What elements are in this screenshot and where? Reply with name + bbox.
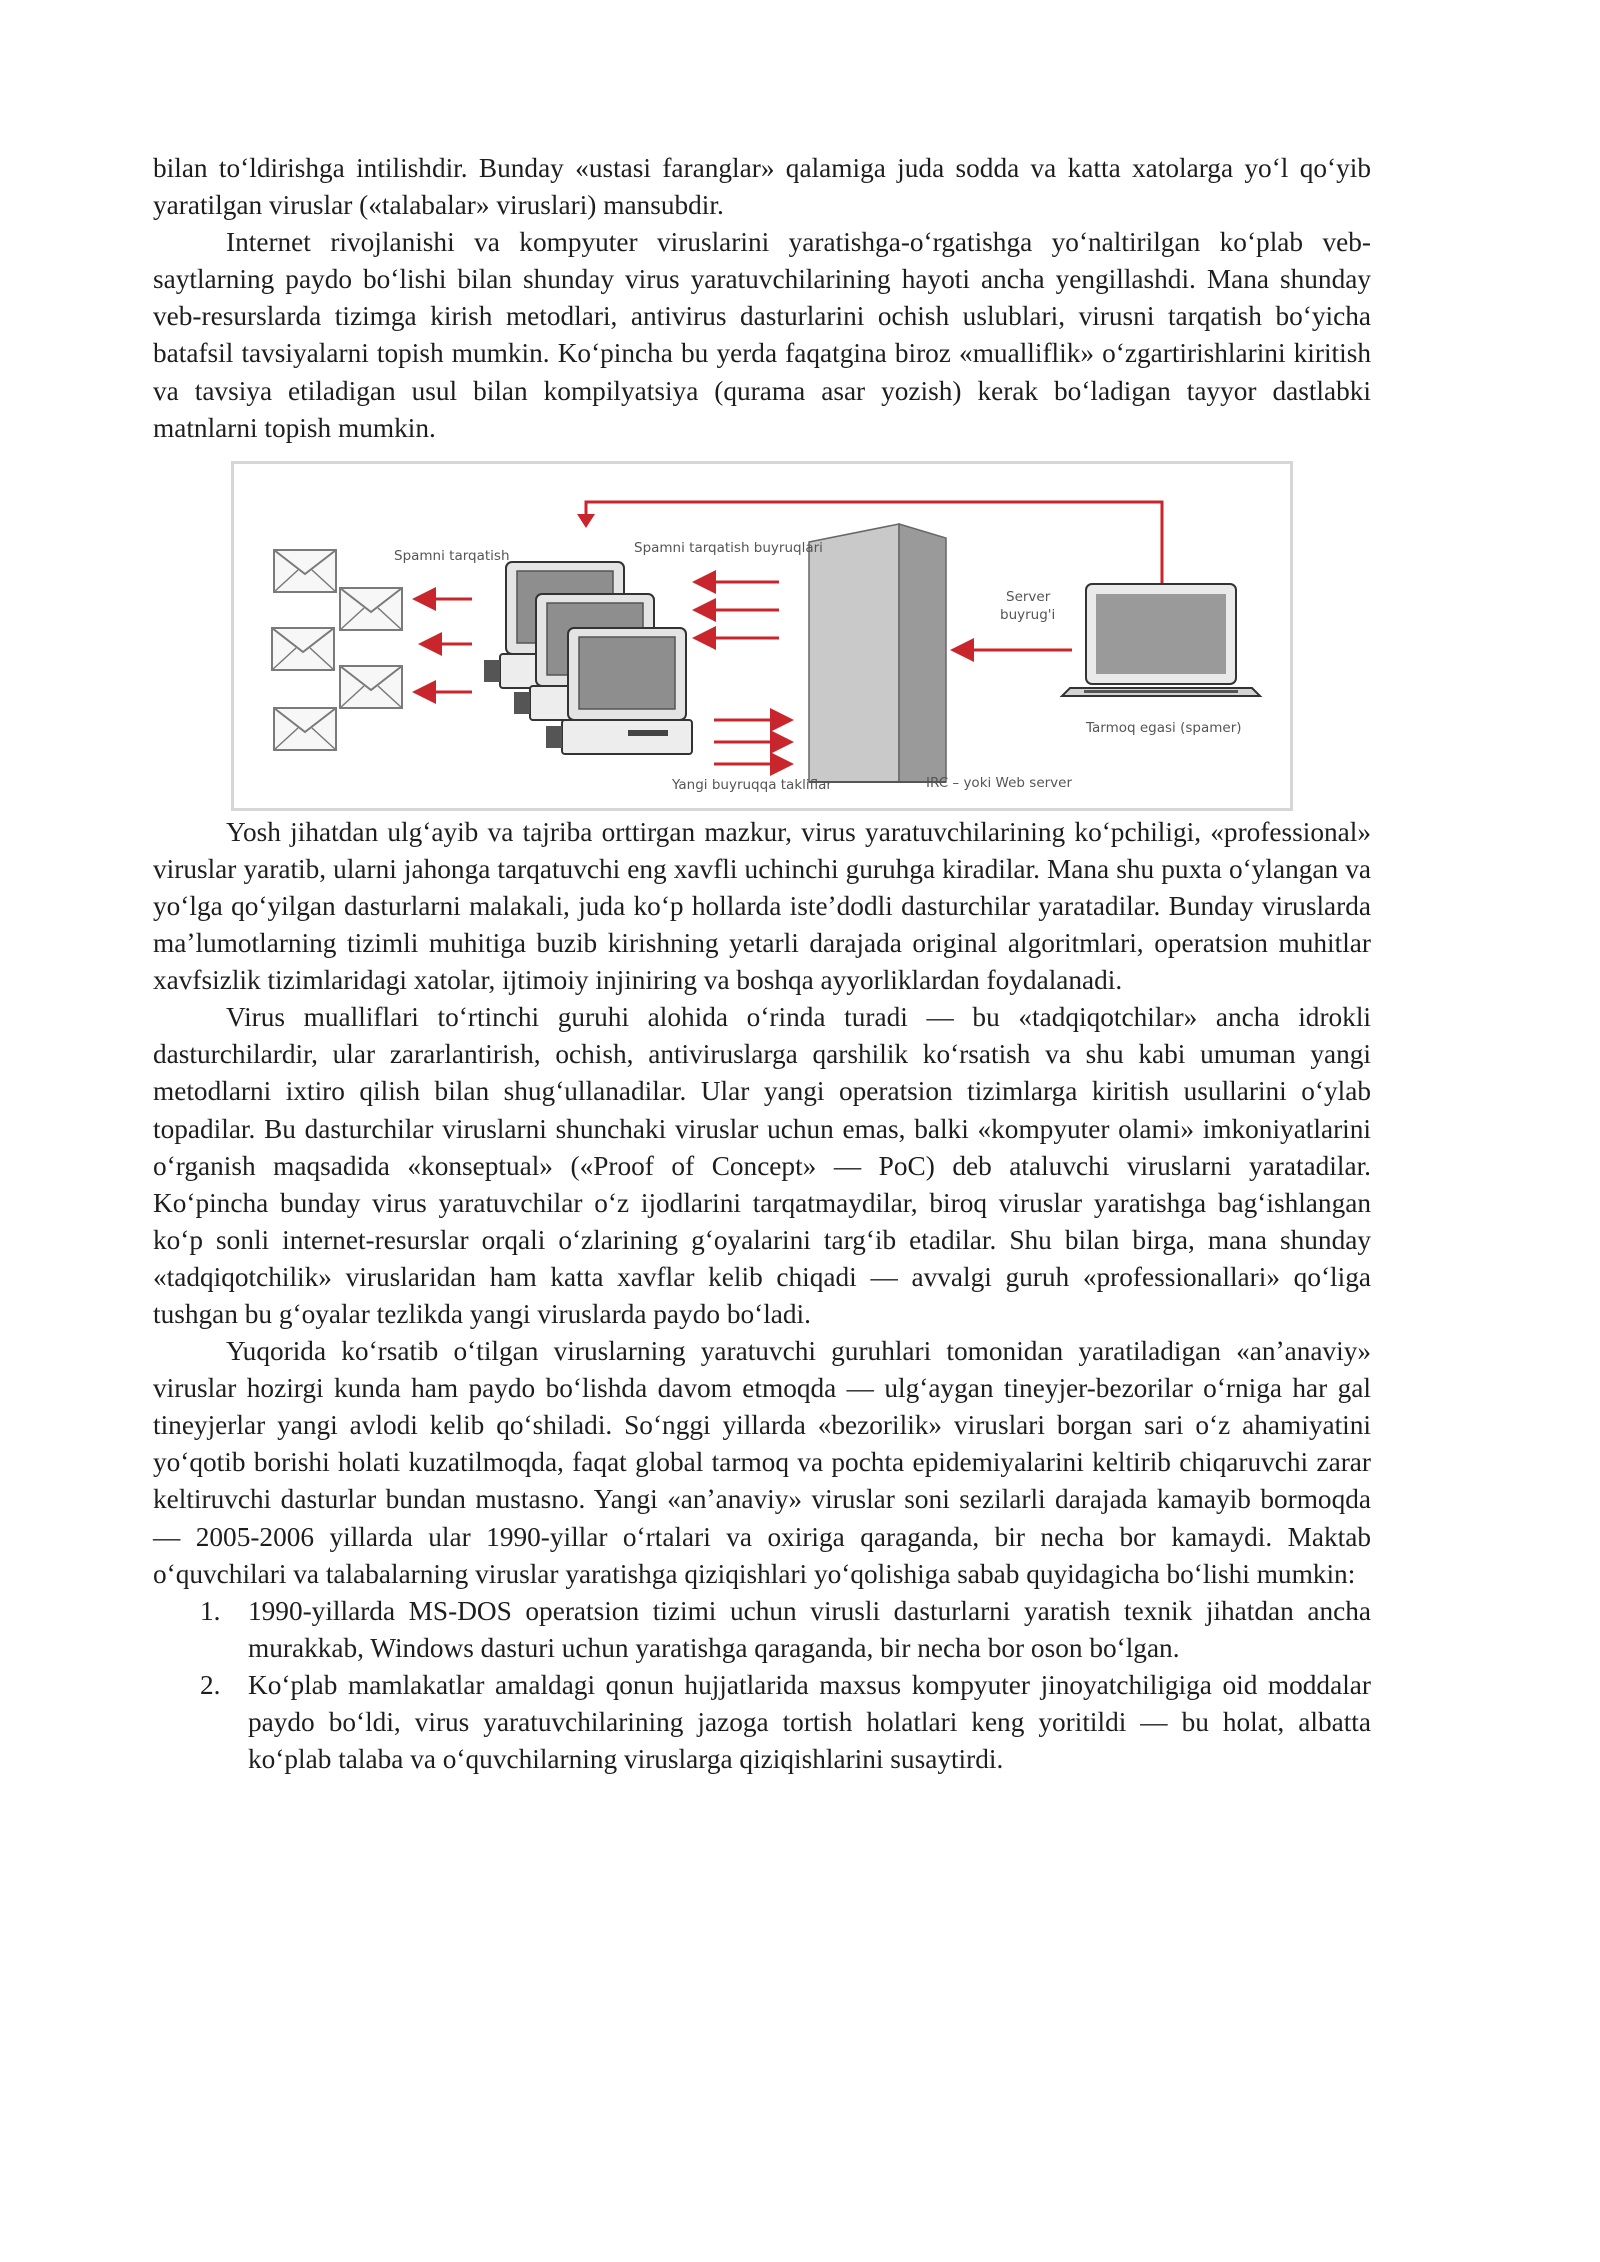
- irc-server-icon: [809, 524, 946, 782]
- list-item-text: 1990-yillarda MS-DOS operatsion tizimi uchun virusli dasturlarni yaratish texnik jihatdan ancha murakkab, Windows dasturi uchun yaratishga qaraganda, bir necha bor oson boʻlgan.: [248, 1595, 1371, 1663]
- paragraph: Internet rivojlanishi va kompyuter viruslarini yaratishga-oʻrgatishga yoʻnaltirilgan koʻplab veb-saytlarning paydo boʻlishi bilan shunday virus yaratuvchilarining hayoti ancha yengillashdi. Mana shunday veb-resurslarda tizimga kirish metodlari, antivirus dasturlarini ochish uslublari, virusni tarqatish boʻyicha batafsil tavsiyalarni topish mumkin. Koʻpincha bu yerda faqatgina biroz «mualliflik» oʻzgartirishlarini kiritish va tavsiya etiladigan usul bilan kompilyatsiya (qurama asar yozish) kerak boʻladigan tayyor dastlabki matnlarni topish mumkin.: [153, 227, 1371, 443]
- label-server-command-1: Server: [1006, 588, 1051, 605]
- label-spam-commands: Spamni tarqatish buyruqlari: [634, 539, 823, 556]
- list-number: 1.: [200, 1595, 221, 1626]
- label-new-command: Yangi buyruqqa takliflar: [672, 776, 832, 793]
- label-irc-server: IRC – yoki Web server: [926, 774, 1073, 791]
- request-arrows: [714, 720, 782, 764]
- document-page: [153, 150, 1371, 1778]
- list-number: 2.: [200, 1669, 221, 1700]
- zombie-computer-icon: [546, 628, 692, 754]
- envelope-icon: [274, 708, 336, 750]
- laptop-icon: [1062, 584, 1260, 696]
- command-arrows: [704, 582, 779, 638]
- paragraph: Virus mualliflari toʻrtinchi guruhi alohida oʻrinda turadi — bu «tadqiqotchilar» ancha idrokli dasturchilardir, ular zararlantirish, ochish, antiviruslarga qarshilik koʻrsatish va shu kabi umuman yangi metodlarni ixtiro qilish bilan shugʻullanadilar. Ular yangi operatsion tizimlarga kiritish usullarini oʻylab topadilar. Bu dasturchilar viruslarni shunchaki viruslar uchun emas, balki «kompyuter olami» imkoniyatlarini oʻrganish maqsadida «konseptual» («Proof of Concept» — PoC) deb ataluvchi viruslarni yaratadilar. Koʻpincha bunday virus yaratuvchilar oʻz ijodlarini tarqatmaydilar, biroq viruslar yaratishga bagʻishlangan koʻp sonli internet-resurslar orqali oʻzlarining gʻoyalarini targʻib etadilar. Shu bilan birga, mana shunday «tadqiqotchilik» viruslaridan ham katta xavflar kelib chiqadi — avvalgi guruh «professionallari» qoʻliga tushgan bu gʻoyalar tezlikda yangi viruslarda paydo boʻladi.: [153, 1002, 1371, 1329]
- label-spam: Spamni tarqatish: [394, 547, 510, 564]
- list-item: [153, 1593, 1371, 1667]
- spam-arrows: [424, 599, 472, 692]
- envelope-icon: [272, 628, 334, 670]
- list-item: [153, 1667, 1371, 1778]
- paragraph: Yuqorida koʻrsatib oʻtilgan viruslarning yaratuvchi guruhlari tomonidan yaratiladigan «anʼanaviy» viruslar hozirgi kunda ham paydo boʻlishda davom etmoqda — ulgʻaygan tineyjer-bezorilar oʻrniga har gal tineyjerlar yangi avlodi kelib qoʻshiladi. Soʻnggi yillarda «bezorilik» viruslari borgan sari oʻz ahamiyatini yoʻqotib borishi holati kuzatilmoqda, faqat global tarmoq va pochta epidemiyalarini keltirib chiqaruvchi zarar keltiruvchi dasturlar bundan mustasno. Yangi «anʼanaviy» viruslar soni sezilarli darajada kamayib bormoqda — 2005-2006 yillarda ular 1990-yillar oʻrtalari va oxiriga qaraganda, bir necha bor kamaydi. Maktab oʻquvchilari va talabalarning viruslar yaratishga qiziqishlari yoʻqolishiga sabab quyidagicha boʻlishi mumkin:: [153, 1336, 1371, 1589]
- numbered-list: [153, 1593, 1371, 1778]
- label-server-command-2: buyrug'i: [1000, 606, 1056, 623]
- paragraph: Yosh jihatdan ulgʻayib va tajriba orttirgan mazkur, virus yaratuvchilarining koʻpchiligi, «professional» viruslar yaratib, ularni jahonga tarqatuvchi eng xavfli uchinchi guruhga kiradilar. Mana shu puxta oʻylangan va yoʻlga qoʻyilgan dasturlarni malakali, juda koʻp hollarda isteʼdodli dasturchilar yaratadilar. Bunday viruslarda maʼlumotlarning tizimli muhitiga buzib kirishning yetarli darajada original algoritmlari, operatsion muhitlar xavfsizlik tizimlaridagi xatolar, ijtimoiy injiniring va boshqa ayyorliklardan foydalanadi.: [153, 816, 1371, 996]
- paragraph: bilan toʻldirishga intilishdir. Bunday «ustasi faranglar» qalamiga juda sodda va katta xatolarga yoʻl qoʻyib yaratilgan viruslar («talabalar» viruslari) mansubdir.: [153, 153, 1371, 221]
- botnet-diagram-svg: [234, 464, 1290, 808]
- list-item-text: Koʻplab mamlakatlar amaldagi qonun hujjatlarida maxsus kompyuter jinoyatchiligiga oid moddalar paydo boʻldi, virus yaratuvchilarining jazoga tortish holatlari keng yoritildi — bu holat, albatta koʻplab talaba va oʻquvchilarning viruslarga qiziqishlarini susaytirdi.: [248, 1669, 1371, 1775]
- botnet-diagram: [231, 461, 1293, 811]
- envelope-icon: [274, 550, 336, 592]
- envelope-icon: [340, 666, 402, 708]
- envelope-icon: [340, 588, 402, 630]
- label-network-owner: Tarmoq egasi (spamer): [1086, 719, 1242, 736]
